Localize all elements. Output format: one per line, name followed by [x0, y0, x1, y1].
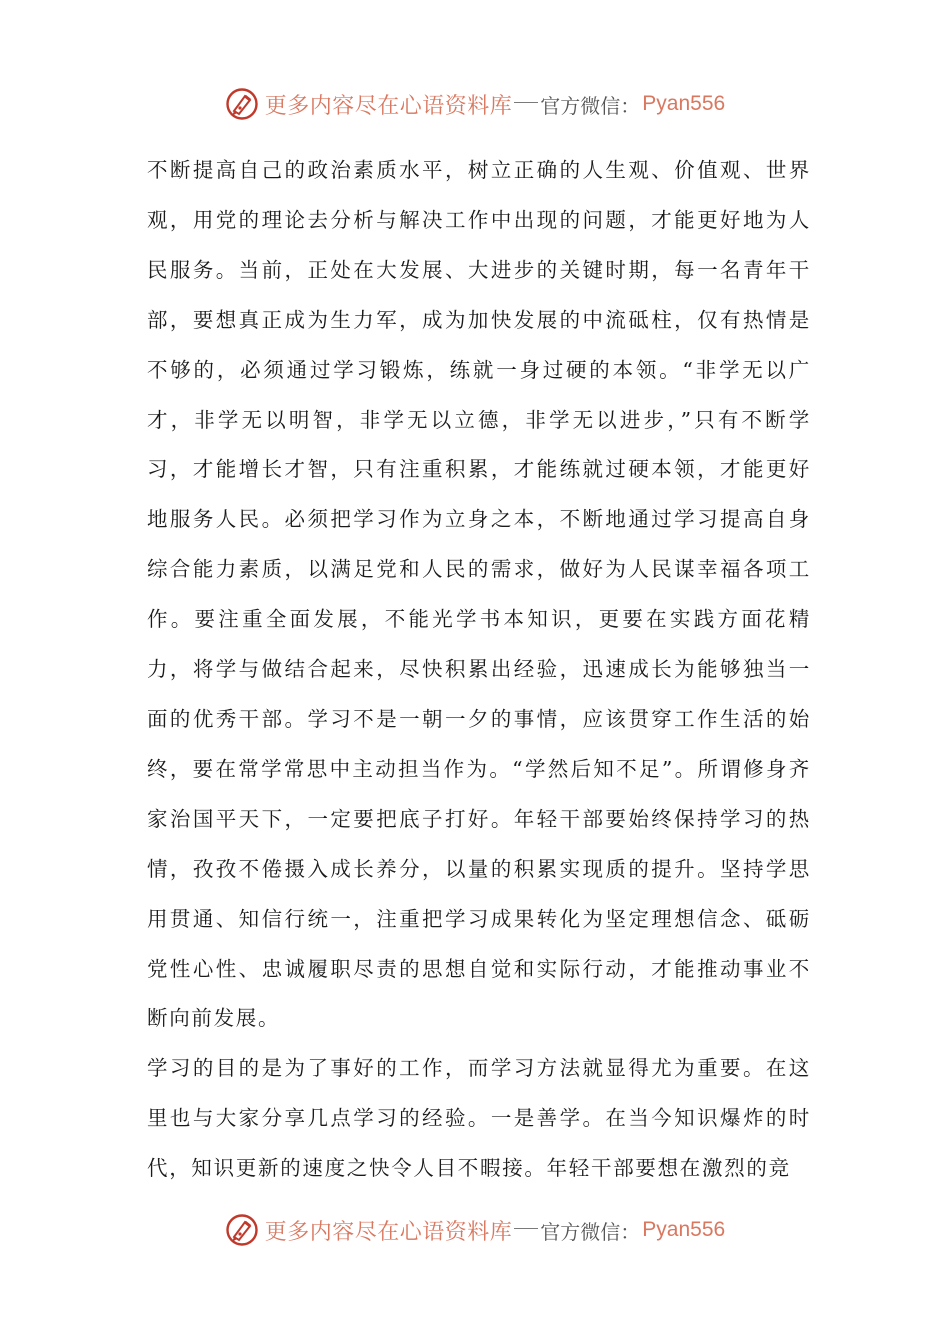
body-paragraph-2: 学习的目的是为了事好的工作，而学习方法就显得尤为重要。在这里也与大家分享几点学习的经验。一是善学。在当今知识爆炸的时代，知识更新的速度之快令人目不暇接。年轻干部要想在激烈的竞 [147, 1056, 811, 1181]
pen-nib-logo-icon [225, 1213, 259, 1247]
header-brand-text: 更多内容尽在心语资料库 [264, 93, 513, 119]
footer-contact-label: 官方微信： [540, 1219, 641, 1244]
footer-brand-text: 更多内容尽在心语资料库 [264, 1219, 513, 1245]
header-dash-divider [514, 102, 538, 103]
header-wechat-id: Pyan556 [642, 92, 726, 115]
header-contact-label: 官方微信： [540, 93, 641, 118]
footer-wechat-id: Pyan556 [642, 1218, 726, 1241]
body-paragraph-1: 不断提高自己的政治素质水平，树立正确的人生观、价值观、世界观，用党的理论去分析与解决工作中出现的问题，才能更好地为人民服务。当前，正处在大发展、大进步的关键时期，每一名青年干部，要想真正成为生力军，成为加快发展的中流砥柱，仅有热情是不够的，必须通过学习锻炼，练就一身过硬的本领。“非学无以广才，非学无以明智，非学无以立德，非学无以进步，”只有不断学习，才能增长才智，只有注重积累，才能练就过硬本领，才能更好地服务人民。必须把学习作为立身之本，不断地通过学习提高自身综合能力素质，以满足党和人民的需求，做好为人民谋幸福各项工作。要注重全面发展，不能光学书本知识，更要在实践方面花精力，将学与做结合起来，尽快积累出经验，迅速成长为能够独当一面的优秀干部。学习不是一朝一夕的事情，应该贯穿工作生活的始终，要在常学常思中主动担当作为。“学然后知不足”。所谓修身齐家治国平天下，一定要把底子打好。年轻干部要始终保持学习的热情，孜孜不倦摄入成长养分，以量的积累实现质的提升。坚持学思用贯通、知信行统一，注重把学习成果转化为坚定理想信念、砥砺党性心性、忠诚履职尽责的思想自觉和实际行动，才能推动事业不断向前发展。 [147, 158, 811, 1031]
pen-nib-logo-icon [225, 87, 259, 121]
footer-dash-divider [514, 1228, 538, 1229]
document-body [147, 146, 811, 1194]
footer-banner [0, 1208, 950, 1252]
header-banner [0, 82, 950, 126]
